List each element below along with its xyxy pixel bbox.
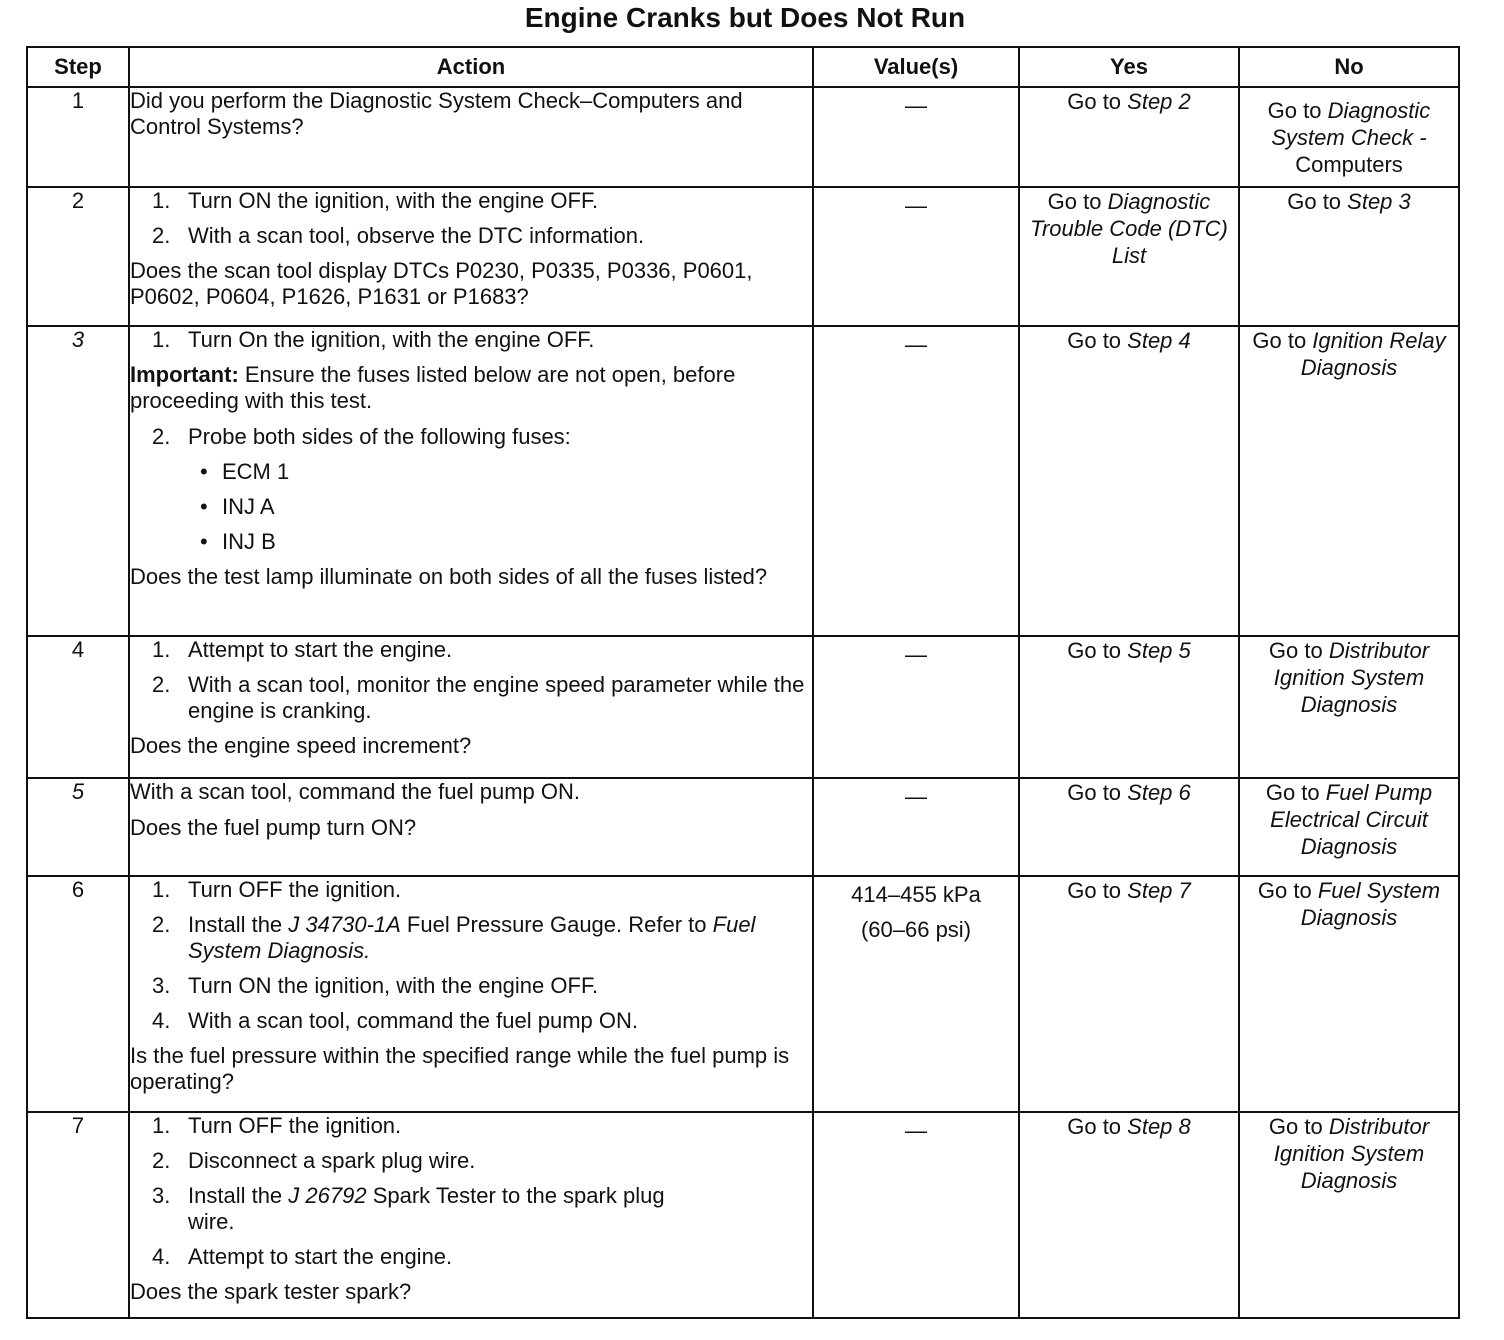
list-item: 2. Install the J 34730-1A Fuel Pressure Gauge. Refer to Fuel System Diagnosis.: [152, 912, 756, 963]
action-cell: [129, 636, 813, 778]
list-item: 1. Turn ON the ignition, with the engine OFF.: [152, 188, 599, 213]
list-item: 2. With a scan tool, monitor the engine speed parameter while the engine is cranking.: [152, 672, 805, 723]
fuse-item: • ECM 1: [200, 459, 290, 484]
action-cell: [129, 87, 813, 187]
table-row: [27, 326, 1459, 636]
yes-link[interactable]: Step 8: [1127, 1114, 1191, 1139]
step-number: 1: [27, 87, 129, 187]
step-number: 3: [27, 326, 129, 636]
list-item: 2. Disconnect a spark plug wire.: [152, 1148, 476, 1173]
no-link[interactable]: Ignition Relay Diagnosis: [1300, 328, 1446, 380]
no-cell: Go to Step 3: [1239, 187, 1459, 326]
table-row: [27, 187, 1459, 326]
list-item: 3. Install the J 26792 Spark Tester to the spark plug wire.: [152, 1183, 665, 1234]
procedure-link[interactable]: Fuel System Diagnosis.: [188, 912, 756, 963]
yes-cell: Go to Step 8: [1019, 1112, 1239, 1318]
step-number: 2: [27, 187, 129, 326]
header-values: Value(s): [813, 47, 1019, 87]
no-link[interactable]: Fuel Pump Electrical Circuit Diagnosis: [1270, 780, 1433, 859]
value-psi: (60–66 psi): [860, 917, 972, 942]
fuse-item: • INJ A: [200, 494, 275, 519]
yes-cell: Go to Step 6: [1019, 778, 1239, 876]
no-link[interactable]: Diagnostic System Check -: [1271, 97, 1431, 150]
value-cell: [813, 876, 1019, 1112]
question-text: Does the spark tester spark?: [130, 1279, 412, 1304]
no-cell: Go to Fuel Pump Electrical Circuit Diagnosis: [1239, 778, 1459, 876]
table-row: [27, 876, 1459, 1112]
list-item: 1. Turn On the ignition, with the engine OFF.: [152, 327, 595, 352]
yes-cell: Go to Step 7: [1019, 876, 1239, 1112]
value-cell: —: [813, 326, 1019, 636]
no-cell: Go to Diagnostic System Check - Computers: [1239, 87, 1459, 187]
question-text: Does the fuel pump turn ON?: [130, 815, 417, 840]
table-row: [27, 87, 1459, 187]
table-row: [27, 778, 1459, 876]
question-text: Is the fuel pressure within the specified range while the fuel pump is operating?: [130, 1043, 790, 1094]
header-step: Step: [27, 47, 129, 87]
no-cell: Go to Distributor Ignition System Diagnosis: [1239, 636, 1459, 778]
no-cell: Go to Ignition Relay Diagnosis: [1239, 326, 1459, 636]
no-link[interactable]: Distributor Ignition System Diagnosis: [1273, 1114, 1430, 1193]
action-cell: [129, 187, 813, 326]
list-item: 1. Turn OFF the ignition.: [152, 1113, 402, 1138]
value-cell: —: [813, 1112, 1019, 1318]
yes-cell: Go to Step 2: [1019, 87, 1239, 187]
value-cell: —: [813, 778, 1019, 876]
header-row: [27, 47, 1459, 87]
list-item: 3. Turn ON the ignition, with the engine OFF.: [152, 973, 599, 998]
table-row: [27, 1112, 1459, 1318]
list-item: 4. With a scan tool, command the fuel pump ON.: [152, 1008, 638, 1033]
no-link[interactable]: Distributor Ignition System Diagnosis: [1273, 638, 1430, 717]
header-yes: Yes: [1019, 47, 1239, 87]
yes-link[interactable]: Diagnostic Trouble Code (DTC) List: [1030, 189, 1228, 268]
value-cell: —: [813, 187, 1019, 326]
page-title: Engine Cranks but Does Not Run: [524, 2, 966, 33]
question-text: Does the scan tool display DTCs P0230, P0335, P0336, P0601, P0602, P0604, P1626, P1631 or P1683?: [130, 258, 753, 309]
no-link[interactable]: Fuel System Diagnosis: [1300, 878, 1441, 930]
action-cell: [129, 1112, 813, 1318]
list-item: 1. Attempt to start the engine.: [152, 637, 453, 662]
yes-cell: Go to Step 5: [1019, 636, 1239, 778]
tool-ref: J 34730-1A: [288, 912, 401, 937]
step-number: 7: [27, 1112, 129, 1318]
diagnostic-table: [26, 46, 1460, 1319]
question-text: Does the test lamp illuminate on both sides of all the fuses listed?: [130, 564, 768, 589]
table-row: [27, 636, 1459, 778]
no-cell: Go to Distributor Ignition System Diagnosis: [1239, 1112, 1459, 1318]
yes-link[interactable]: Step 2: [1127, 89, 1191, 114]
yes-link[interactable]: Step 6: [1127, 780, 1191, 805]
yes-link[interactable]: Step 7: [1127, 878, 1191, 903]
list-item: 4. Attempt to start the engine.: [152, 1244, 453, 1269]
step-number: 5: [27, 778, 129, 876]
action-cell: [129, 876, 813, 1112]
action-cell: [129, 326, 813, 636]
value-kpa: 414–455 kPa: [851, 882, 981, 907]
yes-cell: Go to Diagnostic Trouble Code (DTC) List: [1019, 187, 1239, 326]
list-item: 1. Turn OFF the ignition.: [152, 877, 402, 902]
list-item: 2. Probe both sides of the following fuses:: [152, 424, 571, 449]
list-item: 2. With a scan tool, observe the DTC information.: [152, 223, 645, 248]
step-number: 6: [27, 876, 129, 1112]
no-cell: Go to Fuel System Diagnosis: [1239, 876, 1459, 1112]
header-action: Action: [129, 47, 813, 87]
tool-ref: J 26792: [288, 1183, 367, 1208]
value-cell: —: [813, 636, 1019, 778]
fuse-item: • INJ B: [200, 529, 276, 554]
yes-link[interactable]: Step 5: [1127, 638, 1191, 663]
no-link[interactable]: Step 3: [1347, 189, 1411, 214]
value-cell: —: [813, 87, 1019, 187]
action-cell: [129, 778, 813, 876]
question-text: Does the engine speed increment?: [130, 733, 472, 758]
yes-link[interactable]: Step 4: [1127, 328, 1191, 353]
yes-cell: Go to Step 4: [1019, 326, 1239, 636]
question-text: Did you perform the Diagnostic System Check–Computers and Control Systems?: [130, 88, 743, 139]
step-number: 4: [27, 636, 129, 778]
instruction-text: With a scan tool, command the fuel pump ON.: [130, 779, 580, 804]
header-no: No: [1239, 47, 1459, 87]
important-note: Important: Ensure the fuses listed below are not open, before proceeding with this test.: [130, 362, 736, 413]
